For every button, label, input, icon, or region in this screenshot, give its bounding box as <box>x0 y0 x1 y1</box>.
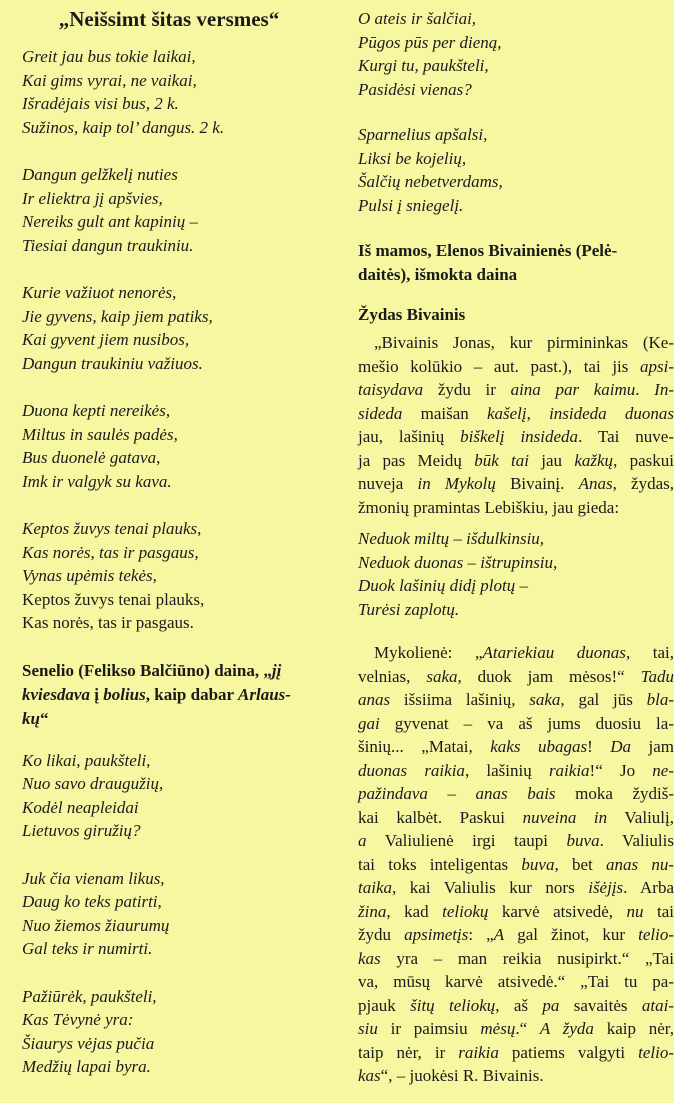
verse-line: Sužinos, kaip tol’ dangus. 2 k. <box>22 117 225 137</box>
stanza <box>22 281 338 375</box>
prose-line: sideda maišan kašelį, insideda duonas <box>358 403 674 423</box>
verse-line: Kodėl neapleidai <box>22 797 139 817</box>
verse-line: Šiaurys vėjas pučia <box>22 1033 155 1053</box>
prose-line: ja pas Meidų būk tai jau kažkų, paskui <box>358 450 674 470</box>
verse-line: Vynas upėmis tekės, <box>22 566 157 585</box>
prose-line: pjauk šitų teliokų, aš pa savaitės atai- <box>358 995 674 1015</box>
prose-line: mešio kolūkio – aut. past.), tai jis apsi- <box>358 356 674 376</box>
prose-line: va, mūsų karvė atsivedė.“ „Tai tu pa- <box>358 972 674 991</box>
prose-line: velnias, saka, duok jam mėsos!“ Tadu <box>358 666 674 686</box>
verse-line: Dangun traukiniu važiuos. <box>22 353 203 373</box>
stanza <box>22 985 338 1079</box>
verse-line: Juk čia vienam likus, <box>22 868 165 888</box>
prose-line: taika, kai Valiulis kur nors išėjįs. Arba <box>358 878 674 897</box>
prose-line: nuveja in Mykolų Bivainį. Anas, žydas, <box>358 474 674 493</box>
stanza <box>22 399 338 493</box>
verse-line: Kurgi tu, paukšteli, <box>358 56 489 75</box>
verse-line: Miltus in saulės padės, <box>22 424 178 444</box>
prose-line: gai gyvenat – va aš jums duosiu la- <box>358 713 674 733</box>
verse-line: Nuo žiemos žiaurumų <box>22 915 170 935</box>
verse-line: Neduok miltų – išdulkinsiu, <box>358 529 545 548</box>
verse-line: Pasidėsi vienas? <box>358 79 472 99</box>
verse-line: Duok lašinių didį plotų – <box>358 576 528 595</box>
verse-line: Ko likai, paukšteli, <box>22 750 151 770</box>
prose-line: žmonių pramintas Lebiškiu, jau gieda: <box>358 497 620 517</box>
song-heading-3: Iš mamos, Elenos Bivainienės (Pelė- daitės), išmokta daina <box>358 241 618 284</box>
verse-line: Keptos žuvys tenai plauks, <box>22 519 202 538</box>
prose-line: taisydava žydu ir aina par kaimu. In- <box>358 380 674 399</box>
verse-line: Išradėjais visi bus, 2 k. <box>22 94 179 113</box>
prose-line: duonas raikia, lašinių raikia!“ Jo ne- <box>358 760 674 780</box>
verse-line: Nereiks gult ant kapinių – <box>22 212 198 231</box>
verse-line: Kurie važiuot nenorės, <box>22 283 177 302</box>
verse-line: Pūgos pūs per dieną, <box>358 32 502 52</box>
verse-line: Duona kepti nereikės, <box>22 401 171 420</box>
verse-line: Dangun gelžkelį nuties <box>22 165 178 184</box>
prose-line: taip nėr, ir raikia patiems valgyti telio- <box>358 1042 674 1062</box>
song-heading-2: Senelio (Felikso Balčiūno) daina, „jį kviesdava į bolius, kaip dabar Arlaus- kų“ <box>22 660 291 728</box>
verse-line: Kas Tėvynė yra: <box>22 1010 134 1029</box>
stanza <box>22 45 338 139</box>
verse-line: O ateis ir šalčiai, <box>358 9 477 28</box>
verse-line: Bus duonelė gatava, <box>22 448 161 467</box>
stanza <box>22 163 338 257</box>
stanza <box>358 7 674 101</box>
verse-line: Gal teks ir numirti. <box>22 939 153 958</box>
prose-line: kas yra – man reikia nusipirkt.“ „Tai <box>358 948 674 968</box>
verse-line: Kas norės, tas ir pasgaus. <box>22 613 194 632</box>
verse-line: Pažiūrėk, paukšteli, <box>22 986 157 1006</box>
stanza <box>22 749 338 843</box>
verse-line: Daug ko teks patirti, <box>22 892 162 911</box>
prose-paragraph-1 <box>358 331 674 519</box>
prose-line: a Valiulienė irgi taupi buva. Valiulis <box>358 831 674 850</box>
jew-song-lyrics <box>358 527 674 621</box>
song-1-lyrics <box>0 45 338 635</box>
verse-line: Ir eliektra jį apšvies, <box>22 188 163 208</box>
prose-line: kai kalbėt. Paskui nuveina in Valiulį, <box>358 807 674 827</box>
verse-line: Nuo savo draugužių, <box>22 774 164 793</box>
verse-line: Liksi be kojelių, <box>358 148 467 168</box>
verse-line: Kai gyvent jiem nusibos, <box>22 330 190 349</box>
verse-line: Imk ir valgyk su kava. <box>22 471 172 491</box>
prose-line: tai toks inteligentas buva, bet anas nu- <box>358 854 674 874</box>
verse-line: Šalčių nebetverdams, <box>358 172 503 191</box>
verse-line: Pulsi į sniegelį. <box>358 195 464 215</box>
prose-paragraph-2 <box>358 641 674 1088</box>
verse-line: Medžių lapai byra. <box>22 1057 151 1076</box>
verse-line: Jie gyvens, kaip jiem patiks, <box>22 306 213 326</box>
verse-line: Sparnelius apšalsi, <box>358 125 488 144</box>
verse-line: Turėsi zaplotų. <box>358 599 460 619</box>
right-column <box>338 0 674 1088</box>
prose-line: žydu apsimetįs: „A gal žinot, kur telio- <box>358 925 674 944</box>
prose-line: žina, kad teliokų karvė atsivedė, nu tai <box>358 901 674 921</box>
prose-line: pažindava – anas bais moka žydiš- <box>358 784 674 803</box>
verse-line: Kai gims vyrai, ne vaikai, <box>22 70 197 90</box>
verse-line: Kas norės, tas ir pasgaus, <box>22 542 199 562</box>
stanza <box>22 867 338 961</box>
verse-line: Neduok duonas – ištrupinsiu, <box>358 552 558 572</box>
song-title-1: „Neišsimt šitas versmes“ <box>58 7 280 31</box>
prose-line: Mykolienė: „Atariekiau duonas, tai, <box>374 643 674 662</box>
prose-line: siu ir paimsiu mėsų.“ A žyda kaip nėr, <box>358 1019 674 1038</box>
song-2-lyrics <box>0 749 338 1079</box>
verse-line: Lietuvos giružių? <box>22 821 141 840</box>
prose-line: šinių... „Matai, kaks ubagas! Da jam <box>358 737 674 756</box>
prose-line: anas išsiima lašinių, saka, gal jūs bla- <box>358 690 674 709</box>
song-2-lyrics-continued <box>338 7 674 217</box>
stanza <box>22 517 338 635</box>
prose-line: jau, lašinių biškelį insideda. Tai nuve- <box>358 427 674 446</box>
verse-line: Keptos žuvys tenai plauks, <box>22 589 205 609</box>
prose-line: kas“, – juokėsi R. Bivainis. <box>358 1066 544 1085</box>
prose-line: „Bivainis Jonas, kur pirmininkas (Ke- <box>374 333 674 352</box>
verse-line: Tiesiai dangun traukiniu. <box>22 235 194 255</box>
song-heading-4: Žydas Bivainis <box>358 305 466 324</box>
verse-line: Greit jau bus tokie laikai, <box>22 47 196 66</box>
stanza <box>358 123 674 217</box>
